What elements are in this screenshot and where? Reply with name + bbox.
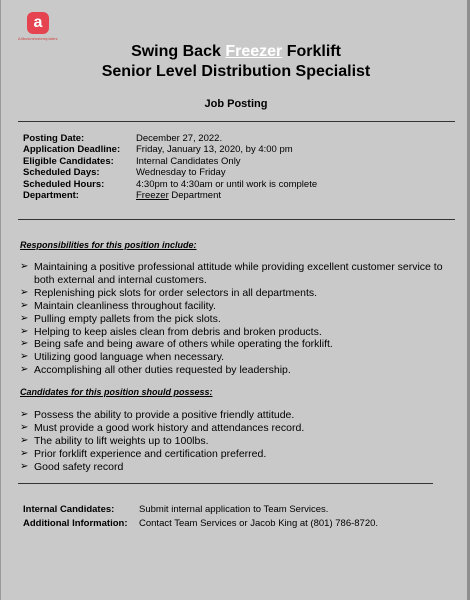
arrow-bullet-icon: ➢: [20, 434, 29, 446]
footer-value: Contact Team Services or Jacob King at (801) 786-8720.: [139, 518, 379, 529]
list-item-text: Utilizing good language when necessary.: [34, 351, 225, 364]
arrow-bullet-icon: ➢: [20, 447, 29, 459]
detail-row: [23, 167, 317, 178]
details-table: [23, 133, 317, 201]
detail-label: Posting Date:: [23, 133, 85, 144]
list-item-text: Helping to keep aisles clean from debris and broken products.: [34, 325, 322, 338]
detail-row-department: [23, 190, 317, 201]
list-item-text: Maintain cleanliness throughout facility.: [34, 299, 216, 312]
detail-value: Internal Candidates Only: [136, 155, 241, 167]
divider-bottom: [18, 483, 433, 484]
detail-row: [23, 179, 317, 190]
list-item: [20, 313, 460, 326]
list-item-text: Replenishing pick slots for order selectors in all departments.: [34, 286, 318, 299]
list-item-text: Possess the ability to provide a positive friendly attitude.: [34, 409, 295, 421]
arrow-bullet-icon: ➢: [20, 325, 29, 337]
page-title: [1, 42, 471, 62]
detail-value: 4:30pm to 4:30am or until work is complete: [136, 178, 318, 190]
list-item-text: The ability to lift weights up to 100lbs.: [34, 434, 209, 447]
detail-value: Wednesday to Friday: [136, 167, 226, 179]
list-item: [20, 287, 460, 300]
list-item: [20, 422, 460, 435]
arrow-bullet-icon: ➢: [20, 351, 29, 363]
responsibilities-list: [20, 261, 460, 377]
list-item: [20, 338, 460, 351]
footer-label: Internal Candidates:: [23, 504, 115, 515]
list-item-text: Maintaining a positive professional attitude while providing excellent customer service to both external and internal customers.: [34, 261, 443, 286]
list-item: [20, 409, 460, 422]
detail-label: Scheduled Hours:: [23, 178, 105, 190]
list-item: [20, 326, 460, 339]
page-title-line-2: Senior Level Distribution Specialist: [101, 63, 371, 80]
divider-top: [18, 121, 455, 122]
list-item: [20, 435, 460, 448]
detail-value: December 27, 2022.: [136, 133, 223, 144]
department-underlined: Freezer: [136, 190, 169, 202]
detail-label: Scheduled Days:: [23, 167, 100, 179]
list-item: [20, 364, 460, 377]
detail-row: [23, 133, 317, 144]
list-item-text: Good safety record: [34, 460, 124, 473]
list-item: [20, 461, 460, 474]
arrow-bullet-icon: ➢: [20, 460, 29, 472]
candidates-heading: Candidates for this position should possess:: [20, 387, 213, 397]
divider-middle: [18, 219, 455, 220]
footer-row: [23, 517, 378, 531]
page-subtitle: Job Posting: [204, 98, 268, 110]
title-part-1: Swing Back: [131, 43, 221, 60]
detail-label: Eligible Candidates:: [23, 155, 114, 167]
title-highlight: Freezer: [225, 43, 283, 60]
footer-label: Additional Information:: [23, 518, 128, 529]
brand-logo-caption: Allbusinesstemplates: [18, 36, 58, 41]
list-item: [20, 300, 460, 313]
responsibilities-heading: Responsibilities for this position include:: [20, 240, 197, 250]
footer-row: [23, 503, 378, 517]
arrow-bullet-icon: ➢: [20, 421, 29, 433]
list-item-text: Must provide a good work history and attendances record.: [34, 421, 305, 434]
detail-value: [136, 190, 221, 201]
detail-value: Friday, January 13, 2020, by 4:00 pm: [136, 144, 293, 156]
footer-value: Submit internal application to Team Services.: [139, 504, 329, 515]
brand-logo: a: [27, 12, 49, 34]
list-item-text: Pulling empty pallets from the pick slots.: [34, 312, 221, 325]
detail-label: Application Deadline:: [23, 144, 121, 156]
detail-row: [23, 156, 317, 167]
arrow-bullet-icon: ➢: [20, 299, 29, 311]
arrow-bullet-icon: ➢: [20, 338, 29, 350]
arrow-bullet-icon: ➢: [20, 286, 29, 298]
arrow-bullet-icon: ➢: [20, 261, 29, 272]
arrow-bullet-icon: ➢: [20, 409, 29, 420]
candidates-list: [20, 409, 460, 474]
list-item: [20, 351, 460, 364]
list-item: [20, 448, 460, 461]
list-item: [20, 261, 460, 287]
list-item-text: Prior forklift experience and certification preferred.: [34, 447, 267, 460]
list-item-text: Accomplishing all other duties requested by leadership.: [34, 364, 291, 377]
title-part-2: Forklift: [286, 43, 341, 60]
arrow-bullet-icon: ➢: [20, 312, 29, 324]
department-rest: Department: [168, 190, 222, 202]
footer-info: [23, 503, 378, 531]
detail-label: Department:: [23, 190, 79, 202]
detail-row: [23, 144, 317, 155]
list-item-text: Being safe and being aware of others while operating the forklift.: [34, 338, 333, 351]
arrow-bullet-icon: ➢: [20, 364, 29, 376]
